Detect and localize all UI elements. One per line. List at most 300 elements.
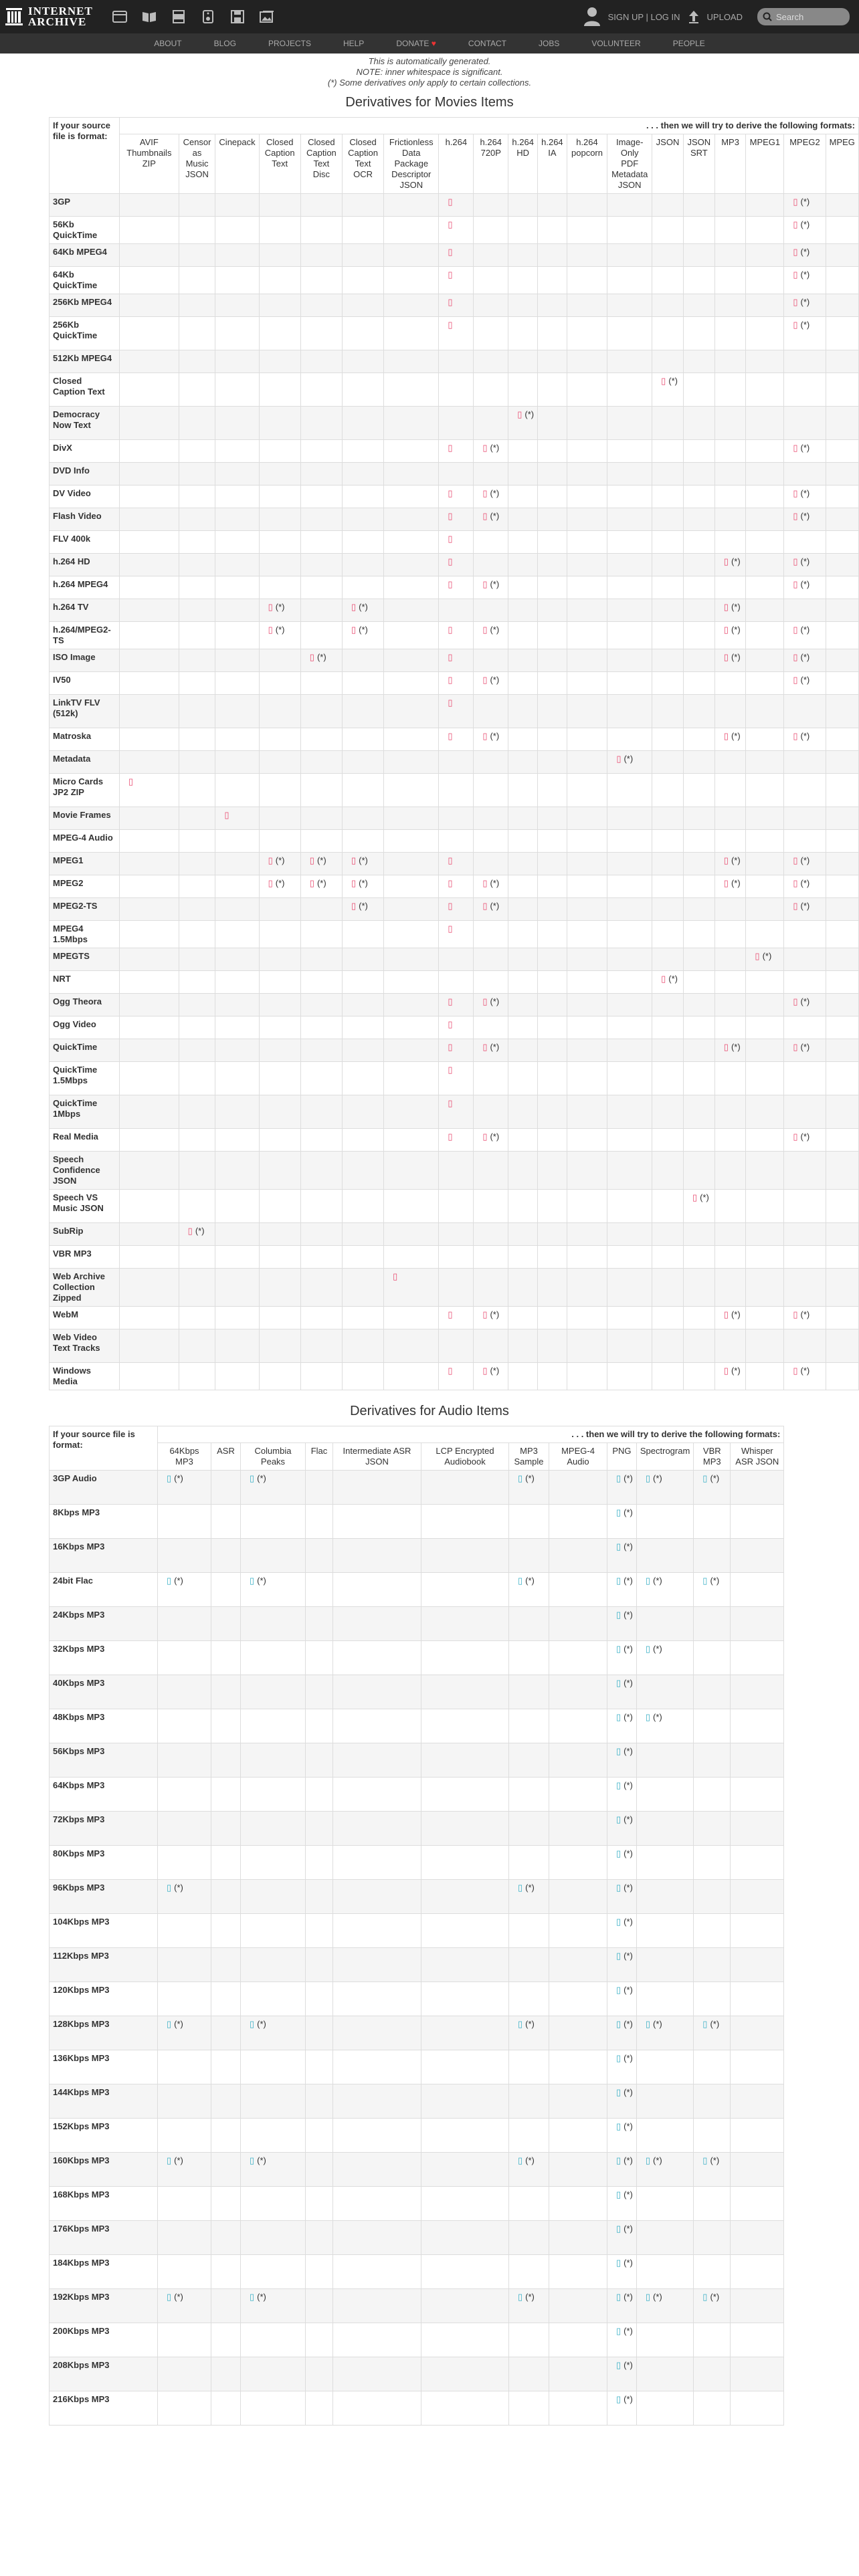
search-input[interactable]: [757, 8, 850, 25]
note-whitespace: NOTE: inner whitespace is significant.: [356, 67, 503, 77]
derivative-cell: [333, 1607, 421, 1641]
derivative-cell: [158, 2119, 211, 2153]
derivative-cell: [538, 898, 567, 921]
derivative-cell: [508, 1246, 538, 1269]
table-row: [50, 1914, 784, 1948]
derivative-cell: [683, 244, 714, 267]
derivative-check: [616, 1576, 633, 1586]
derivative-cell: [607, 531, 652, 554]
derivative-cell: [300, 373, 342, 407]
collection-only-marker: (*): [624, 1917, 633, 1927]
derivative-cell: [300, 1190, 342, 1223]
derivative-cell: [826, 1062, 858, 1095]
column-header: MPEG1: [746, 134, 784, 194]
derivative-cell: [342, 1329, 383, 1363]
derivative-cell: [421, 2050, 509, 2084]
derivative-cell: [746, 486, 784, 508]
derivative-cell: [746, 599, 784, 622]
derivative-cell: [259, 267, 300, 294]
check-icon: ▯: [448, 1065, 453, 1075]
derivative-cell: [211, 1846, 241, 1880]
derivative-check: [793, 652, 809, 663]
derivative-cell: [259, 463, 300, 486]
collection-only-marker: (*): [624, 1473, 633, 1483]
derivative-cell: [241, 2289, 306, 2323]
derivative-cell: [731, 1743, 784, 1778]
derivative-cell: [179, 672, 215, 695]
check-icon: ▯: [482, 731, 488, 741]
derivative-cell: [826, 875, 858, 898]
derivative-cell: [179, 1246, 215, 1269]
column-header: LCP Encrypted Audiobook: [421, 1443, 509, 1471]
derivative-cell: [259, 1329, 300, 1363]
upload-icon[interactable]: [687, 9, 700, 24]
derivative-cell: [342, 948, 383, 971]
derivative-cell: [300, 948, 342, 971]
derivative-check: [448, 443, 452, 453]
collection-only-marker: (*): [624, 1644, 633, 1654]
derivative-cell: [259, 921, 300, 948]
derivative-cell: [421, 1641, 509, 1675]
derivative-cell: [746, 672, 784, 695]
derivative-cell: [241, 1812, 306, 1846]
derivative-cell: [241, 2050, 306, 2084]
derivative-cell: [826, 1246, 858, 1269]
derivative-cell: [694, 2084, 731, 2119]
derivative-cell: [120, 1269, 179, 1307]
derivative-cell: [636, 1778, 693, 1812]
derivative-check: [793, 1366, 809, 1376]
derivative-check: [616, 1883, 633, 1893]
derivative-check: [448, 731, 452, 742]
derivative-cell: [652, 1363, 684, 1390]
derivative-cell: [421, 1812, 509, 1846]
derivative-cell: [538, 531, 567, 554]
subnav-item-people[interactable]: [673, 39, 705, 48]
source-format-cell: h.264/MPEG2-TS: [50, 622, 120, 649]
audio-derivatives-table: [49, 1426, 784, 2426]
derivative-cell: [474, 898, 508, 921]
collection-only-marker: (*): [800, 1366, 810, 1376]
derivative-cell: [241, 1846, 306, 1880]
derivative-cell: [538, 1016, 567, 1039]
derivative-cell: [731, 2187, 784, 2221]
derivative-cell: [683, 486, 714, 508]
derivative-cell: [784, 1363, 826, 1390]
derivative-cell: [384, 875, 439, 898]
source-format-cell: DivX: [50, 440, 120, 463]
derivative-cell: [384, 1129, 439, 1152]
table-row: [50, 1573, 784, 1607]
derivative-cell: [746, 751, 784, 774]
derivative-cell: [731, 1880, 784, 1914]
derivative-cell: [474, 350, 508, 373]
derivative-cell: [120, 1016, 179, 1039]
internet-archive-logo[interactable]: [5, 6, 93, 27]
check-icon: ▯: [793, 1366, 798, 1376]
derivative-check: [702, 2155, 719, 2166]
derivative-cell: [538, 948, 567, 971]
derivative-cell: [683, 373, 714, 407]
derivative-cell: [474, 194, 508, 217]
derivative-cell: [384, 576, 439, 599]
derivative-check: [724, 602, 741, 613]
derivative-cell: [652, 853, 684, 875]
derivative-cell: [215, 508, 259, 531]
derivative-cell: [714, 1062, 746, 1095]
derivative-cell: [538, 649, 567, 672]
source-format-cell: 48Kbps MP3: [50, 1709, 158, 1743]
derivative-cell: [120, 244, 179, 267]
derivative-cell: [826, 350, 858, 373]
derivative-cell: [784, 622, 826, 649]
derivative-cell: [826, 508, 858, 531]
derivative-cell: [746, 774, 784, 807]
derivative-cell: [549, 1539, 607, 1573]
source-format-cell: 16Kbps MP3: [50, 1539, 158, 1573]
derivative-cell: [607, 921, 652, 948]
derivative-cell: [120, 1152, 179, 1190]
collection-only-marker: (*): [800, 1309, 810, 1319]
source-format-cell: QuickTime 1Mbps: [50, 1095, 120, 1129]
subnav-item-help[interactable]: [343, 39, 364, 48]
derivative-cell: [439, 350, 474, 373]
derivative-cell: [300, 1307, 342, 1329]
check-icon: ▯: [482, 901, 488, 911]
derivative-cell: [342, 554, 383, 576]
source-format-cell: MPEG4 1.5Mbps: [50, 921, 120, 948]
signup-login-link[interactable]: SIGN UP | LOG IN: [607, 11, 680, 22]
derivative-cell: [694, 1675, 731, 1709]
source-format-cell: 128Kbps MP3: [50, 2016, 158, 2050]
derivative-check: [518, 1883, 535, 1893]
derivative-cell: [259, 576, 300, 599]
derivative-cell: [439, 217, 474, 244]
check-icon: ▯: [793, 625, 798, 635]
derivative-cell: [259, 554, 300, 576]
derivative-cell: [439, 971, 474, 994]
derivative-cell: [259, 622, 300, 649]
table-row: [50, 807, 859, 830]
derivative-cell: [474, 649, 508, 672]
derivative-cell: [474, 486, 508, 508]
derivative-cell: [306, 2221, 333, 2255]
derivative-cell: [607, 853, 652, 875]
derivative-cell: [474, 875, 508, 898]
source-format-cell: 96Kbps MP3: [50, 1880, 158, 1914]
derivative-cell: [179, 971, 215, 994]
collection-only-marker: (*): [490, 1366, 500, 1376]
derivative-cell: [158, 1948, 211, 1982]
derivative-cell: [549, 1641, 607, 1675]
derivative-cell: [607, 971, 652, 994]
software-icon[interactable]: [229, 9, 246, 24]
derivative-cell: [683, 728, 714, 751]
table-row: [50, 622, 859, 649]
derivative-cell: [384, 830, 439, 853]
source-format-cell: Web Archive Collection Zipped: [50, 1269, 120, 1307]
check-icon: ▯: [793, 197, 798, 207]
derivative-cell: [683, 898, 714, 921]
derivative-cell: [714, 649, 746, 672]
derivative-cell: [826, 1129, 858, 1152]
derivative-cell: [421, 2016, 509, 2050]
derivative-cell: [652, 599, 684, 622]
derivative-cell: [306, 2119, 333, 2153]
secondary-navigation: [0, 33, 859, 53]
table-row: [50, 751, 859, 774]
derivative-cell: [714, 407, 746, 440]
derivative-cell: [567, 1363, 607, 1390]
upload-link[interactable]: UPLOAD: [706, 11, 743, 22]
collection-only-marker: (*): [624, 1610, 633, 1620]
derivative-cell: [607, 1573, 637, 1607]
subnav-item-projects[interactable]: [268, 39, 311, 48]
derivative-cell: [215, 576, 259, 599]
derivative-cell: [694, 2119, 731, 2153]
derivative-cell: [683, 672, 714, 695]
derivative-cell: [120, 1307, 179, 1329]
derivative-check: [448, 1019, 452, 1030]
derivative-cell: [179, 599, 215, 622]
audio-icon[interactable]: [200, 9, 216, 24]
collection-only-marker: (*): [731, 878, 741, 888]
collection-only-marker: (*): [800, 652, 810, 662]
derivative-cell: [694, 1880, 731, 1914]
derivative-check: [793, 1042, 809, 1053]
subnav-item-volunteer[interactable]: [591, 39, 640, 48]
derivative-cell: [384, 1039, 439, 1062]
check-icon: ▯: [482, 675, 488, 685]
derivative-check: [448, 579, 452, 590]
table-row: [50, 373, 859, 407]
derivative-cell: [714, 751, 746, 774]
derivative-check: [351, 901, 368, 911]
collection-only-marker: (*): [731, 731, 741, 741]
derivative-check: [268, 625, 285, 635]
derivative-cell: [342, 194, 383, 217]
table-row: [50, 1246, 859, 1269]
derivative-cell: [509, 1948, 549, 1982]
derivative-check: [724, 1366, 741, 1376]
subnav-label: CONTACT: [468, 39, 507, 48]
derivative-cell: [714, 1223, 746, 1246]
collection-only-marker: (*): [490, 511, 500, 521]
derivative-check: [616, 1780, 633, 1791]
derivative-cell: [784, 1223, 826, 1246]
derivative-cell: [259, 898, 300, 921]
check-icon: ▯: [448, 297, 453, 307]
collection-only-marker: (*): [275, 625, 285, 635]
derivative-cell: [384, 1223, 439, 1246]
derivative-check: [755, 951, 771, 962]
derivative-check: [167, 1576, 183, 1586]
collection-only-marker: (*): [257, 2155, 266, 2165]
derivative-cell: [746, 898, 784, 921]
derivative-cell: [538, 1329, 567, 1363]
derivative-cell: [333, 2016, 421, 2050]
derivative-cell: [636, 1709, 693, 1743]
derivative-cell: [211, 2391, 241, 2426]
derivative-cell: [731, 2255, 784, 2289]
derivative-cell: [158, 2289, 211, 2323]
check-icon: ▯: [482, 488, 488, 498]
derivative-cell: [826, 728, 858, 751]
derivative-cell: [439, 1269, 474, 1307]
derivative-cell: [120, 463, 179, 486]
derivative-cell: [683, 921, 714, 948]
derivative-check: [250, 2292, 266, 2302]
subnav-item-jobs[interactable]: [539, 39, 559, 48]
derivative-cell: [731, 2016, 784, 2050]
derivative-check: [793, 270, 809, 280]
derivative-cell: [508, 971, 538, 994]
derivative-check: [448, 1098, 452, 1109]
table-row: [50, 576, 859, 599]
source-format-cell: QuickTime 1.5Mbps: [50, 1062, 120, 1095]
collection-only-marker: (*): [624, 1780, 633, 1790]
derivative-check: [482, 996, 499, 1007]
collection-only-marker: (*): [490, 1132, 500, 1142]
collection-only-marker: (*): [624, 2121, 633, 2131]
check-icon: ▯: [723, 556, 729, 566]
collection-only-marker: (*): [731, 556, 741, 566]
subnav-item-contact[interactable]: [468, 39, 506, 48]
derivative-cell: [474, 508, 508, 531]
derivative-check: [616, 1644, 633, 1654]
derivative-check: [702, 2019, 719, 2030]
check-icon: ▯: [616, 1712, 622, 1722]
texts-icon[interactable]: [141, 9, 157, 24]
derivative-cell: [439, 1016, 474, 1039]
subnav-item-about[interactable]: [154, 39, 181, 48]
check-icon: ▯: [167, 2019, 172, 2029]
derivative-cell: [306, 1607, 333, 1641]
check-icon: ▯: [167, 2292, 172, 2302]
derivative-cell: [120, 622, 179, 649]
source-format-cell: 3GP: [50, 194, 120, 217]
derivative-cell: [826, 994, 858, 1016]
derivative-cell: [731, 1948, 784, 1982]
derivative-check: [167, 1473, 183, 1484]
derivative-check: [310, 855, 326, 866]
derivative-cell: [746, 217, 784, 244]
derivative-cell: [241, 2084, 306, 2119]
derivative-cell: [306, 1982, 333, 2016]
derivative-cell: [421, 1914, 509, 1948]
derivative-cell: [784, 599, 826, 622]
derivative-cell: [683, 463, 714, 486]
derivative-cell: [549, 2255, 607, 2289]
derivative-cell: [306, 2084, 333, 2119]
derivative-cell: [158, 2187, 211, 2221]
derivative-cell: [179, 531, 215, 554]
derivative-cell: [120, 373, 179, 407]
derivative-cell: [826, 774, 858, 807]
derivative-cell: [259, 1363, 300, 1390]
derivative-cell: [333, 1641, 421, 1675]
derivative-cell: [342, 649, 383, 672]
derivative-cell: [179, 194, 215, 217]
derivative-cell: [714, 875, 746, 898]
derivative-check: [616, 1814, 633, 1825]
source-format-cell: Windows Media: [50, 1363, 120, 1390]
derivative-cell: [549, 2391, 607, 2426]
derivative-cell: [826, 1307, 858, 1329]
check-icon: ▯: [793, 675, 798, 685]
derivative-cell: [439, 728, 474, 751]
derivative-cell: [509, 2084, 549, 2119]
derivative-cell: [120, 1039, 179, 1062]
derivative-cell: [636, 1743, 693, 1778]
derivative-cell: [179, 294, 215, 317]
derivative-cell: [538, 875, 567, 898]
check-icon: ▯: [309, 652, 314, 662]
derivative-cell: [784, 971, 826, 994]
web-icon[interactable]: [112, 9, 128, 24]
check-icon: ▯: [448, 320, 453, 330]
check-icon: ▯: [518, 1576, 523, 1586]
derivative-cell: [259, 599, 300, 622]
derivative-cell: [652, 1307, 684, 1329]
check-icon: ▯: [616, 2189, 622, 2199]
video-icon[interactable]: [171, 9, 187, 24]
derivative-cell: [683, 622, 714, 649]
derivative-check: [448, 924, 452, 934]
check-icon: ▯: [518, 1883, 523, 1893]
derivative-cell: [342, 1307, 383, 1329]
derivative-cell: [259, 875, 300, 898]
collection-only-marker: (*): [653, 2019, 662, 2029]
derivative-cell: [421, 1743, 509, 1778]
column-header: h.264 720P: [474, 134, 508, 194]
derivative-cell: [652, 751, 684, 774]
derivative-cell: [549, 1505, 607, 1539]
derivative-cell: [342, 294, 383, 317]
derivative-cell: [607, 1709, 637, 1743]
derivative-cell: [439, 1363, 474, 1390]
collection-only-marker: (*): [800, 625, 810, 635]
derivative-cell: [636, 1880, 693, 1914]
derivative-cell: [342, 1269, 383, 1307]
table-row: [50, 853, 859, 875]
collection-only-marker: (*): [525, 1473, 535, 1483]
column-header: Cinepack: [215, 134, 259, 194]
derivative-cell: [384, 217, 439, 244]
check-icon: ▯: [448, 1132, 453, 1142]
derivative-cell: [508, 576, 538, 599]
derivative-cell: [439, 622, 474, 649]
derivative-cell: [746, 317, 784, 350]
derivative-cell: [538, 508, 567, 531]
derivative-cell: [538, 921, 567, 948]
derivative-cell: [259, 728, 300, 751]
derivative-cell: [333, 2050, 421, 2084]
derivative-cell: [241, 1573, 306, 1607]
subnav-item-donate[interactable]: [396, 39, 436, 48]
images-icon[interactable]: [259, 9, 275, 24]
collection-only-marker: (*): [624, 1883, 633, 1893]
derivative-check: [482, 1366, 499, 1376]
check-icon: ▯: [616, 1473, 622, 1483]
subnav-item-blog[interactable]: [214, 39, 236, 48]
derivative-cell: [342, 486, 383, 508]
derivative-cell: [215, 294, 259, 317]
user-avatar-icon[interactable]: [583, 6, 601, 27]
derivative-cell: [300, 244, 342, 267]
derivative-cell: [549, 2119, 607, 2153]
derivative-cell: [342, 373, 383, 407]
